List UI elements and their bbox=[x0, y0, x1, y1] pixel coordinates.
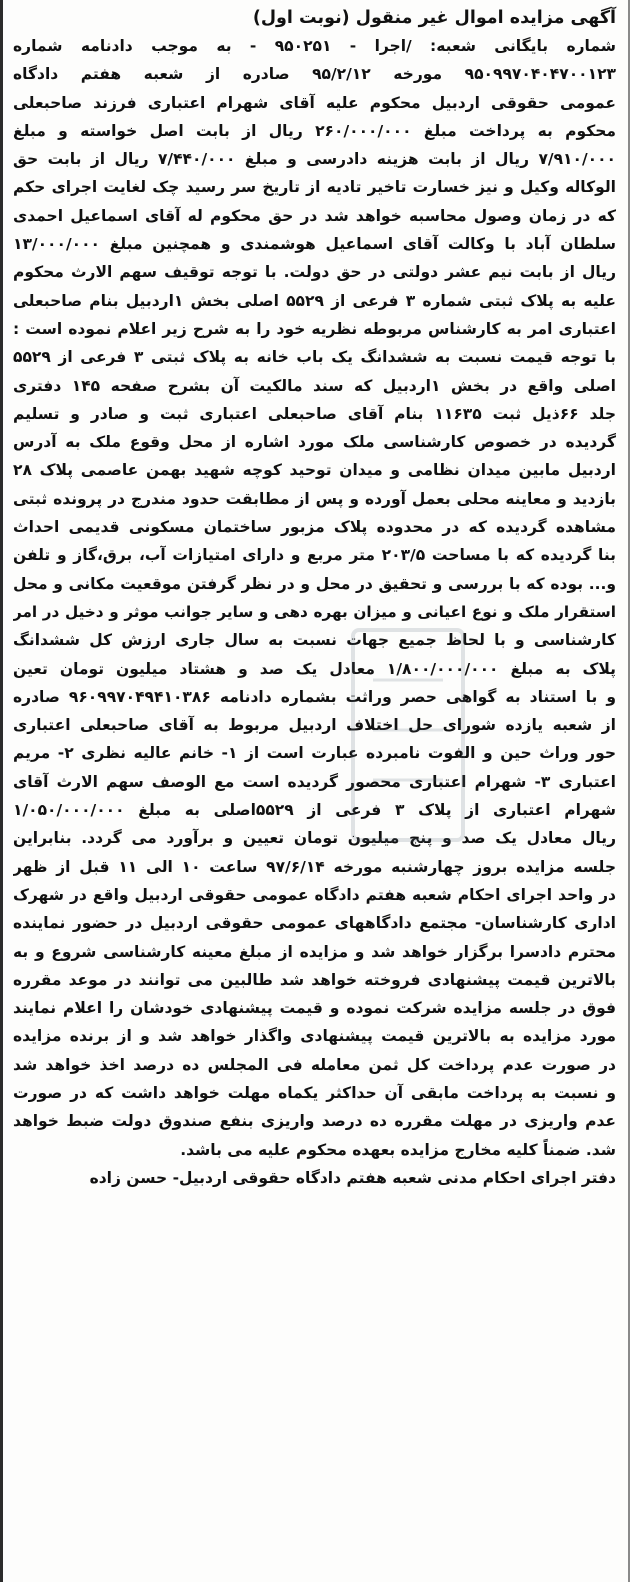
notice-line: جلسه مزایده بروز چهارشنبه مورخه ۹۷/۶/۱۴ ساعت ۱۰ الی ۱۱ قبل از ظهر bbox=[13, 857, 616, 876]
notice-line: بازدید و معاینه محلی بعمل آورده و پس از مطابقت حدود مندرج در پرونده ثبتی bbox=[13, 489, 616, 508]
notice-line: بالاترین قیمت پیشنهادی فروخته خواهد شد طالبین می توانند در موعد مقرره bbox=[13, 970, 616, 989]
notice-line: شماره بایگانی شعبه: /اجرا - ۹۵۰۲۵۱ - به موجب دادنامه شماره bbox=[13, 37, 616, 55]
notice-line: که در زمان وصول محاسبه خواهد شد در حق محکوم له آقای اسماعیل احمدی bbox=[13, 206, 616, 225]
notice-line: اردبیل مابین میدان نظامی و میدان توحید کوچه شهید بهمن عاصمی پلاک ۲۸ bbox=[13, 461, 616, 480]
notice-line: ریال معادل یک صد و پنج میلیون تومان تعیین و برآورد می گردد. بنابراین bbox=[13, 829, 616, 848]
notice-line: شد. ضمناً کلیه مخارج مزایده بعهده محکوم علیه می باشد. bbox=[180, 1140, 616, 1159]
notice-body bbox=[13, 32, 616, 1164]
notice-line: و با استناد به گواهی حصر وراثت بشماره دادنامه ۹۶۰۹۹۷۰۴۹۴۱۰۳۸۶ صادره bbox=[13, 687, 616, 706]
notice-line: ۹۵۰۹۹۷۰۴۰۴۷۰۰۱۲۳ مورخه ۹۵/۲/۱۲ صادره از شعبه هفتم دادگاه bbox=[13, 65, 616, 84]
notice-line: حور وراث حین و الفوت نامبرده عبارت است از ۱- خانم عالیه نظری ۲- مریم bbox=[13, 744, 616, 763]
notice-line: اعتباری ۳- شهرام اعتباری محصور گردیده است مع الوصف سهم الارث آقای bbox=[13, 772, 616, 791]
notice-line: سلطان آباد با وکالت آقای اسماعیل هوشمندی و همچنین مبلغ ۱۳/۰۰۰/۰۰۰ bbox=[13, 235, 616, 254]
notice-line: محترم دادسرا برگزار خواهد شد و مزایده از مبلغ معینه کارشناسی شروع و به bbox=[13, 942, 616, 961]
notice-line: استقرار ملک و نوع اعیانی و میزان بهره دهی و سایر جوانب موثر و دخیل در امر bbox=[13, 602, 616, 621]
notice-line: عدم واریزی در مهلت مقرره ده درصد واریزی بنفع صندوق دولت ضبط خواهد bbox=[13, 1112, 616, 1131]
notice-line: گردیده در خصوص کارشناسی ملک مورد اشاره از محل وقوع ملک به آدرس bbox=[13, 433, 616, 452]
notice-line: با توجه قیمت نسبت به ششدانگ یک باب خانه به پلاک ثبتی ۳ فرعی از ۵۵۲۹ bbox=[13, 348, 616, 367]
notice-line: محکوم به پرداخت مبلغ ۲۶۰/۰۰۰/۰۰۰ ریال از بابت اصل خواسته و مبلغ bbox=[13, 121, 616, 140]
notice-line: و نسبت به پرداخت مابقی آن حداکثر یکماه مهلت خواهد داشت که در صورت bbox=[13, 1083, 616, 1102]
notice-line: ریال از بابت نیم عشر دولتی در حق دولت. با توجه توقیف سهم الارث محکوم bbox=[13, 263, 616, 282]
notice-line: فوق در جلسه مزایده شرکت نموده و قیمت پیشنهادی خودشان را اعلام نمایند bbox=[13, 999, 616, 1018]
notice-line: علیه به پلاک ثبتی شماره ۳ فرعی از ۵۵۲۹ اصلی بخش ۱اردبیل بنام صاحبعلی bbox=[13, 291, 616, 310]
notice-footer: دفتر اجرای احکام مدنی شعبه هفتم دادگاه حقوقی اردبیل- حسن زاده bbox=[89, 1168, 616, 1187]
notice-line: در صورت عدم پرداخت کل ثمن معامله فی المجلس ده درصد اخذ خواهد شد bbox=[13, 1055, 616, 1074]
notice-line: جلد ۶۶ذیل ثبت ۱۱۶۳۵ بنام آقای صاحبعلی اعتباری ثبت و صادر و تسلیم bbox=[13, 404, 616, 423]
notice-line: عمومی حقوقی اردبیل محکوم علیه آقای شهرام اعتباری فرزند صاحبعلی bbox=[13, 93, 616, 112]
notice-title: آگهی مزایده اموال غیر منقول (نوبت اول) bbox=[252, 8, 616, 28]
notice-line: بنا گردیده که با مساحت ۲۰۳/۵ متر مربع و دارای امتیازات آب، برق،گاز و تلفن bbox=[13, 546, 616, 565]
notice-line: کارشناسی و با لحاظ جمیع جهات نسبت به سال جاری ارزش کل ششدانگ bbox=[13, 631, 616, 650]
notice-line: مورد مزایده به بالاترین قیمت پیشنهادی واگذار خواهد شد و از برنده مزایده bbox=[13, 1027, 616, 1046]
notice-line: در واحد اجرای احکام شعبه هفتم دادگاه عمومی حقوقی اردبیل واقع در شهرک bbox=[13, 885, 616, 904]
notice-line: اعتباری امر به کارشناس مربوطه نظریه خود را به شرح زیر اعلام نموده است : bbox=[13, 319, 616, 338]
notice-line: پلاک به مبلغ ۱/۸۰۰/۰۰۰/۰۰۰ معادل یک صد و هشتاد میلیون تومان تعین bbox=[13, 659, 616, 678]
notice-line: ۷/۹۱۰/۰۰۰ ریال از بابت هزینه دادرسی و مبلغ ۷/۴۴۰/۰۰۰ ریال از بابت حق bbox=[13, 150, 616, 169]
notice-line: اداری کارشناسان- مجتمع دادگاههای عمومی حقوقی اردبیل در حضور نماینده bbox=[13, 914, 616, 933]
notice-line: و... بوده که با بررسی و تحقیق در محل و در نظر گرفتن موقعیت مکانی و محل bbox=[13, 574, 616, 593]
notice-line: از شعبه یازده شورای حل اختلاف اردبیل مربوط به آقای صاحبعلی اعتباری bbox=[13, 716, 616, 735]
notice-line: شهرام اعتباری از پلاک ۳ فرعی از ۵۵۲۹اصلی به مبلغ ۱/۰۵۰/۰۰۰/۰۰۰ bbox=[13, 801, 616, 820]
notice-line: الوکاله وکیل و نیز خسارت تاخیر تادیه از تاریخ سر رسید چک لغایت اجرای حکم bbox=[13, 178, 616, 197]
notice-line: اصلی واقع در بخش ۱اردبیل که سند مالکیت آن بشرح صفحه ۱۴۵ دفتری bbox=[13, 376, 616, 395]
notice-line: مشاهده گردیده که در محدوده پلاک مزبور ساختمان مسکونی قدیمی احداث bbox=[13, 518, 616, 537]
